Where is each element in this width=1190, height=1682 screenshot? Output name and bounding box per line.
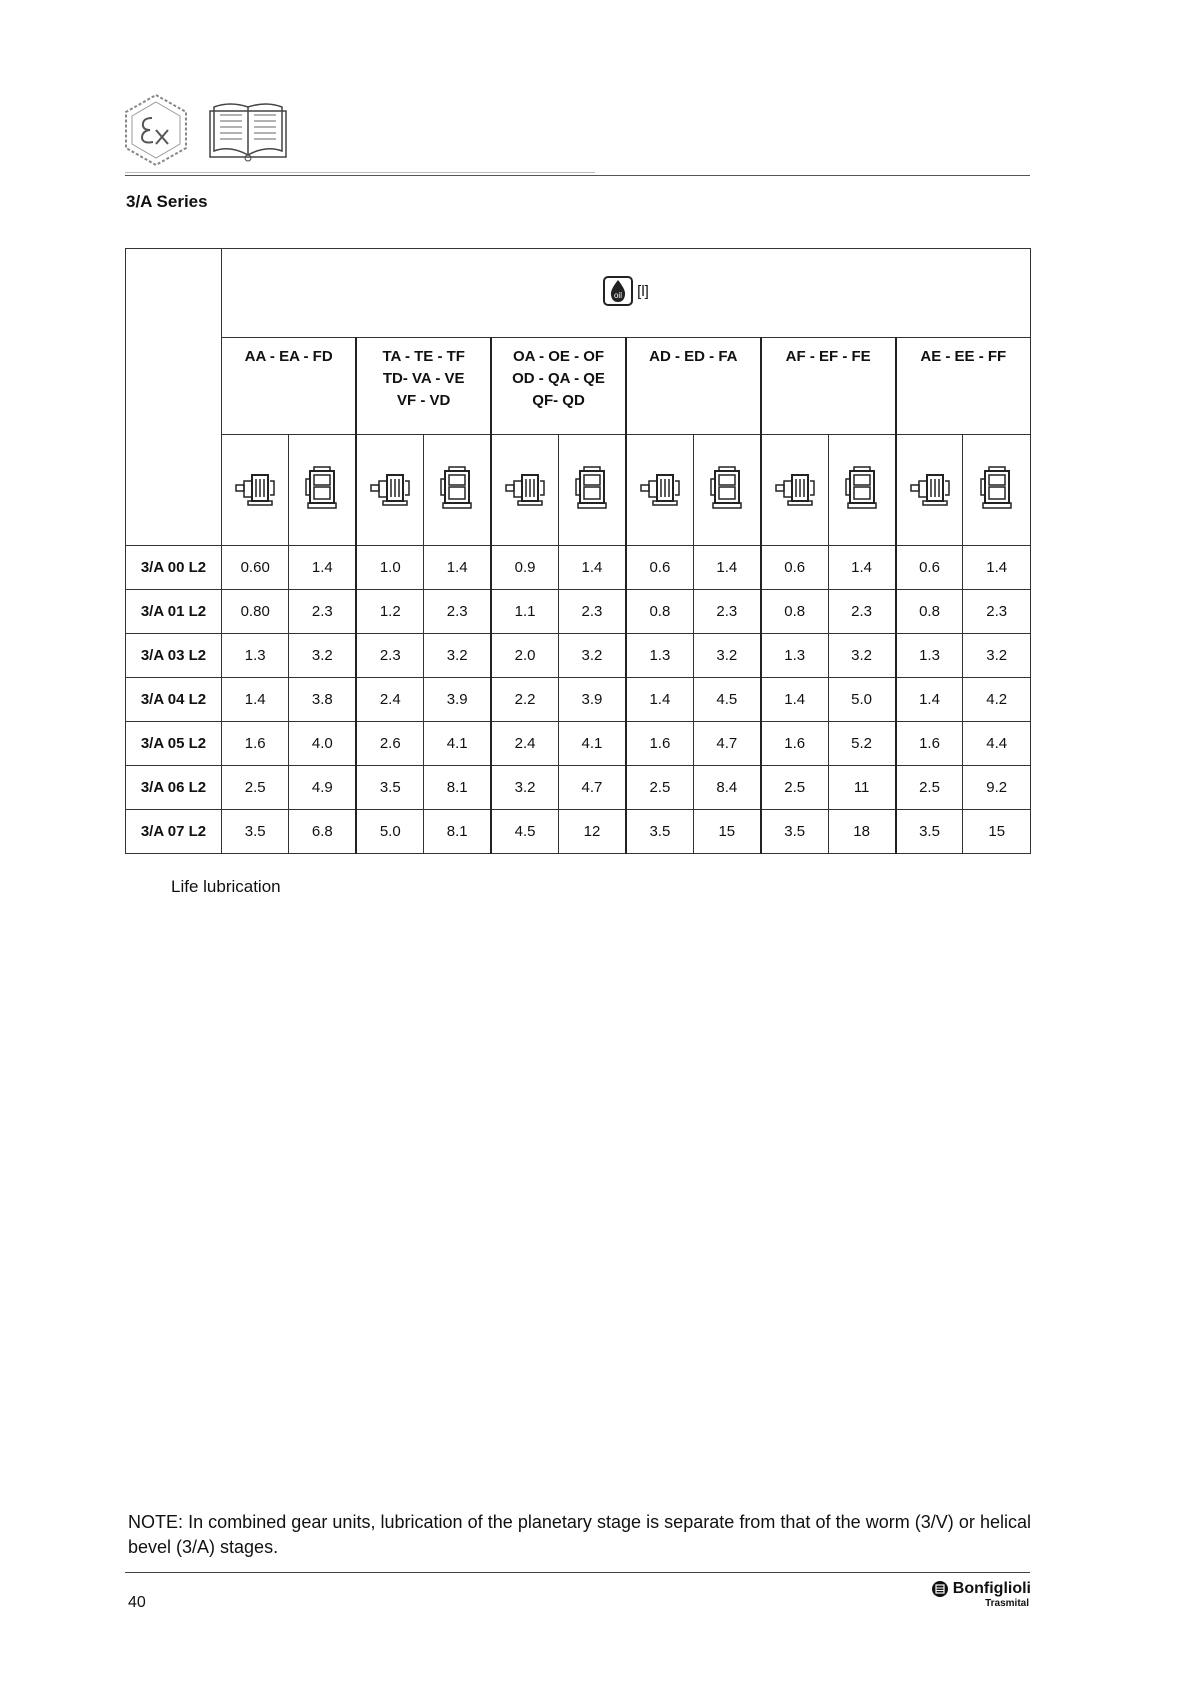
- table-cell: 0.6: [761, 546, 828, 590]
- horizontal-gearbox-icon: [774, 496, 816, 513]
- mount-position-cell: [828, 435, 895, 546]
- mount-position-cell: [424, 435, 491, 546]
- table-cell: 1.0: [356, 546, 423, 590]
- table-cell: 18: [828, 810, 895, 854]
- mount-position-cell: [693, 435, 760, 546]
- brand-logo: [918, 1580, 1031, 1609]
- table-cell: 1.6: [222, 722, 289, 766]
- mount-group-line: TD- VA - VE: [382, 370, 465, 387]
- table-cell: 8.4: [693, 766, 760, 810]
- mount-group-line: OA - OE - OF: [512, 348, 605, 365]
- table-cell: 0.6: [626, 546, 693, 590]
- mount-position-cell: [963, 435, 1031, 546]
- oil-quantity-header: [222, 249, 1031, 338]
- table-cell: 4.9: [289, 766, 356, 810]
- table-cell: 1.4: [693, 546, 760, 590]
- table-cell: 2.5: [626, 766, 693, 810]
- table-cell: 3.5: [896, 810, 963, 854]
- table-cell: 3.9: [424, 678, 491, 722]
- table-cell: 2.5: [896, 766, 963, 810]
- mount-group-line: AF - EF - FE: [785, 348, 871, 365]
- table-cell: 8.1: [424, 810, 491, 854]
- table-cell: 2.0: [491, 634, 558, 678]
- horizontal-gearbox-icon: [369, 496, 411, 513]
- mount-position-cell: [222, 435, 289, 546]
- table-cell: 2.3: [693, 590, 760, 634]
- table-cell: 15: [963, 810, 1031, 854]
- table-cell: 5.2: [828, 722, 895, 766]
- manual-book-icon: [208, 97, 288, 168]
- mount-group-line: QF- QD: [532, 392, 585, 409]
- table-cell: 1.4: [828, 546, 895, 590]
- table-row: [126, 678, 1031, 722]
- table-cell: 1.4: [761, 678, 828, 722]
- table-row: [126, 634, 1031, 678]
- mount-group-line: AA - EA - FD: [244, 348, 333, 365]
- vertical-gearbox-icon: [844, 498, 880, 515]
- table-cell: 1.4: [424, 546, 491, 590]
- table-cell: 3.5: [761, 810, 828, 854]
- table-cell: 1.3: [222, 634, 289, 678]
- table-cell: 1.4: [963, 546, 1031, 590]
- table-cell: 5.0: [828, 678, 895, 722]
- table-cell: 12: [559, 810, 626, 854]
- table-row: [126, 722, 1031, 766]
- header-rule: [125, 175, 1030, 176]
- table-cell: 0.8: [761, 590, 828, 634]
- table-cell: 1.4: [896, 678, 963, 722]
- mount-group-header: [222, 338, 357, 435]
- table-cell: 4.7: [693, 722, 760, 766]
- table-cell: 4.5: [693, 678, 760, 722]
- table-cell: 4.0: [289, 722, 356, 766]
- table-cell: 1.4: [626, 678, 693, 722]
- table-cell: 1.1: [491, 590, 558, 634]
- table-cell: 1.3: [896, 634, 963, 678]
- vertical-gearbox-icon: [574, 498, 610, 515]
- horizontal-gearbox-icon: [234, 496, 276, 513]
- table-cell: 4.4: [963, 722, 1031, 766]
- table-cell: 3.5: [626, 810, 693, 854]
- mount-group-header: [761, 338, 896, 435]
- table-cell: 3.5: [356, 766, 423, 810]
- row-label: 3/A 03 L2: [126, 634, 222, 678]
- table-cell: 15: [693, 810, 760, 854]
- table-cell: 2.3: [559, 590, 626, 634]
- table-cell: 1.6: [761, 722, 828, 766]
- table-cell: 3.9: [559, 678, 626, 722]
- table-cell: 1.6: [626, 722, 693, 766]
- table-cell: 0.9: [491, 546, 558, 590]
- table-cell: 1.4: [289, 546, 356, 590]
- table-cell: 2.2: [491, 678, 558, 722]
- vertical-gearbox-icon: [439, 498, 475, 515]
- table-cell: 1.4: [222, 678, 289, 722]
- horizontal-gearbox-icon: [504, 496, 546, 513]
- table-cell: 1.3: [761, 634, 828, 678]
- table-cell: 8.1: [424, 766, 491, 810]
- row-label: 3/A 04 L2: [126, 678, 222, 722]
- table-cell: 3.2: [828, 634, 895, 678]
- row-label: 3/A 00 L2: [126, 546, 222, 590]
- table-cell: 4.7: [559, 766, 626, 810]
- vertical-gearbox-icon: [979, 498, 1015, 515]
- table-cell: 0.8: [896, 590, 963, 634]
- table-row: [126, 810, 1031, 854]
- table-cell: 0.8: [626, 590, 693, 634]
- table-cell: 3.2: [424, 634, 491, 678]
- svg-text:oil: oil: [614, 291, 623, 300]
- row-label: 3/A 05 L2: [126, 722, 222, 766]
- table-row: [126, 766, 1031, 810]
- mount-position-cell: [896, 435, 963, 546]
- mount-position-cell: [626, 435, 693, 546]
- mount-group-line: AD - ED - FA: [649, 348, 738, 365]
- table-cell: 3.2: [693, 634, 760, 678]
- table-cell: 1.2: [356, 590, 423, 634]
- mount-position-cell: [761, 435, 828, 546]
- mount-group-header: [896, 338, 1031, 435]
- mount-group-header: [626, 338, 761, 435]
- section-title: 3/A Series: [126, 192, 208, 211]
- table-cell: 3.5: [222, 810, 289, 854]
- table-row: [126, 546, 1031, 590]
- table-cell: 3.8: [289, 678, 356, 722]
- vertical-gearbox-icon: [304, 498, 340, 515]
- combined-units-note: NOTE: In combined gear units, lubrication of the planetary stage is separate from that of the worm (3/V) or helical bevel (3/A) stages.: [128, 1512, 1031, 1557]
- table-cell: 1.3: [626, 634, 693, 678]
- table-cell: 4.5: [491, 810, 558, 854]
- horizontal-gearbox-icon: [639, 496, 681, 513]
- table-cell: 2.5: [761, 766, 828, 810]
- table-cell: 4.1: [424, 722, 491, 766]
- table-cell: 3.2: [963, 634, 1031, 678]
- table-cell: 1.4: [559, 546, 626, 590]
- life-lubrication-note: Life lubrication: [171, 877, 281, 896]
- row-label: 3/A 01 L2: [126, 590, 222, 634]
- mount-group-line: VF - VD: [397, 392, 451, 409]
- footer-rule: [125, 1572, 1030, 1573]
- mount-group-line: TA - TE - TF: [382, 348, 465, 365]
- table-cell: 4.2: [963, 678, 1031, 722]
- brand-subtitle: Trasmital: [985, 1598, 1029, 1609]
- table-cell: 0.60: [222, 546, 289, 590]
- table-cell: 2.3: [828, 590, 895, 634]
- table-corner-cell: [126, 249, 222, 546]
- mount-group-header: [356, 338, 491, 435]
- table-cell: 3.2: [559, 634, 626, 678]
- vertical-gearbox-icon: [709, 498, 745, 515]
- page-number: 40: [128, 1594, 146, 1611]
- table-cell: 5.0: [356, 810, 423, 854]
- oil-drop-icon: [603, 276, 633, 306]
- mount-position-cell: [356, 435, 423, 546]
- horizontal-gearbox-icon: [909, 496, 951, 513]
- brand-emblem-icon: [931, 1580, 949, 1598]
- mount-group-line: OD - QA - QE: [512, 370, 605, 387]
- mount-group-header: [491, 338, 626, 435]
- mount-position-cell: [491, 435, 558, 546]
- mount-position-cell: [559, 435, 626, 546]
- header-icons: [122, 92, 288, 173]
- table-cell: 2.3: [356, 634, 423, 678]
- row-label: 3/A 07 L2: [126, 810, 222, 854]
- table-cell: 2.4: [491, 722, 558, 766]
- row-label: 3/A 06 L2: [126, 766, 222, 810]
- table-cell: 2.4: [356, 678, 423, 722]
- table-cell: 2.6: [356, 722, 423, 766]
- mount-position-cell: [289, 435, 356, 546]
- table-cell: 2.3: [424, 590, 491, 634]
- table-cell: 3.2: [289, 634, 356, 678]
- table-cell: 2.5: [222, 766, 289, 810]
- table-cell: 1.6: [896, 722, 963, 766]
- table-row: [126, 590, 1031, 634]
- table-cell: 11: [828, 766, 895, 810]
- table-cell: 9.2: [963, 766, 1031, 810]
- table-cell: 4.1: [559, 722, 626, 766]
- ex-hexagon-icon: [122, 92, 190, 173]
- table-cell: 3.2: [491, 766, 558, 810]
- oil-unit: [l]: [637, 282, 649, 300]
- table-cell: 2.3: [289, 590, 356, 634]
- table-cell: 0.80: [222, 590, 289, 634]
- table-cell: 2.3: [963, 590, 1031, 634]
- header-rule-light: [125, 172, 595, 173]
- mount-group-line: AE - EE - FF: [920, 348, 1007, 365]
- table-cell: 6.8: [289, 810, 356, 854]
- lubricant-quantity-table: [125, 248, 1031, 854]
- table-cell: 0.6: [896, 546, 963, 590]
- brand-name: Bonfiglioli: [952, 1580, 1031, 1597]
